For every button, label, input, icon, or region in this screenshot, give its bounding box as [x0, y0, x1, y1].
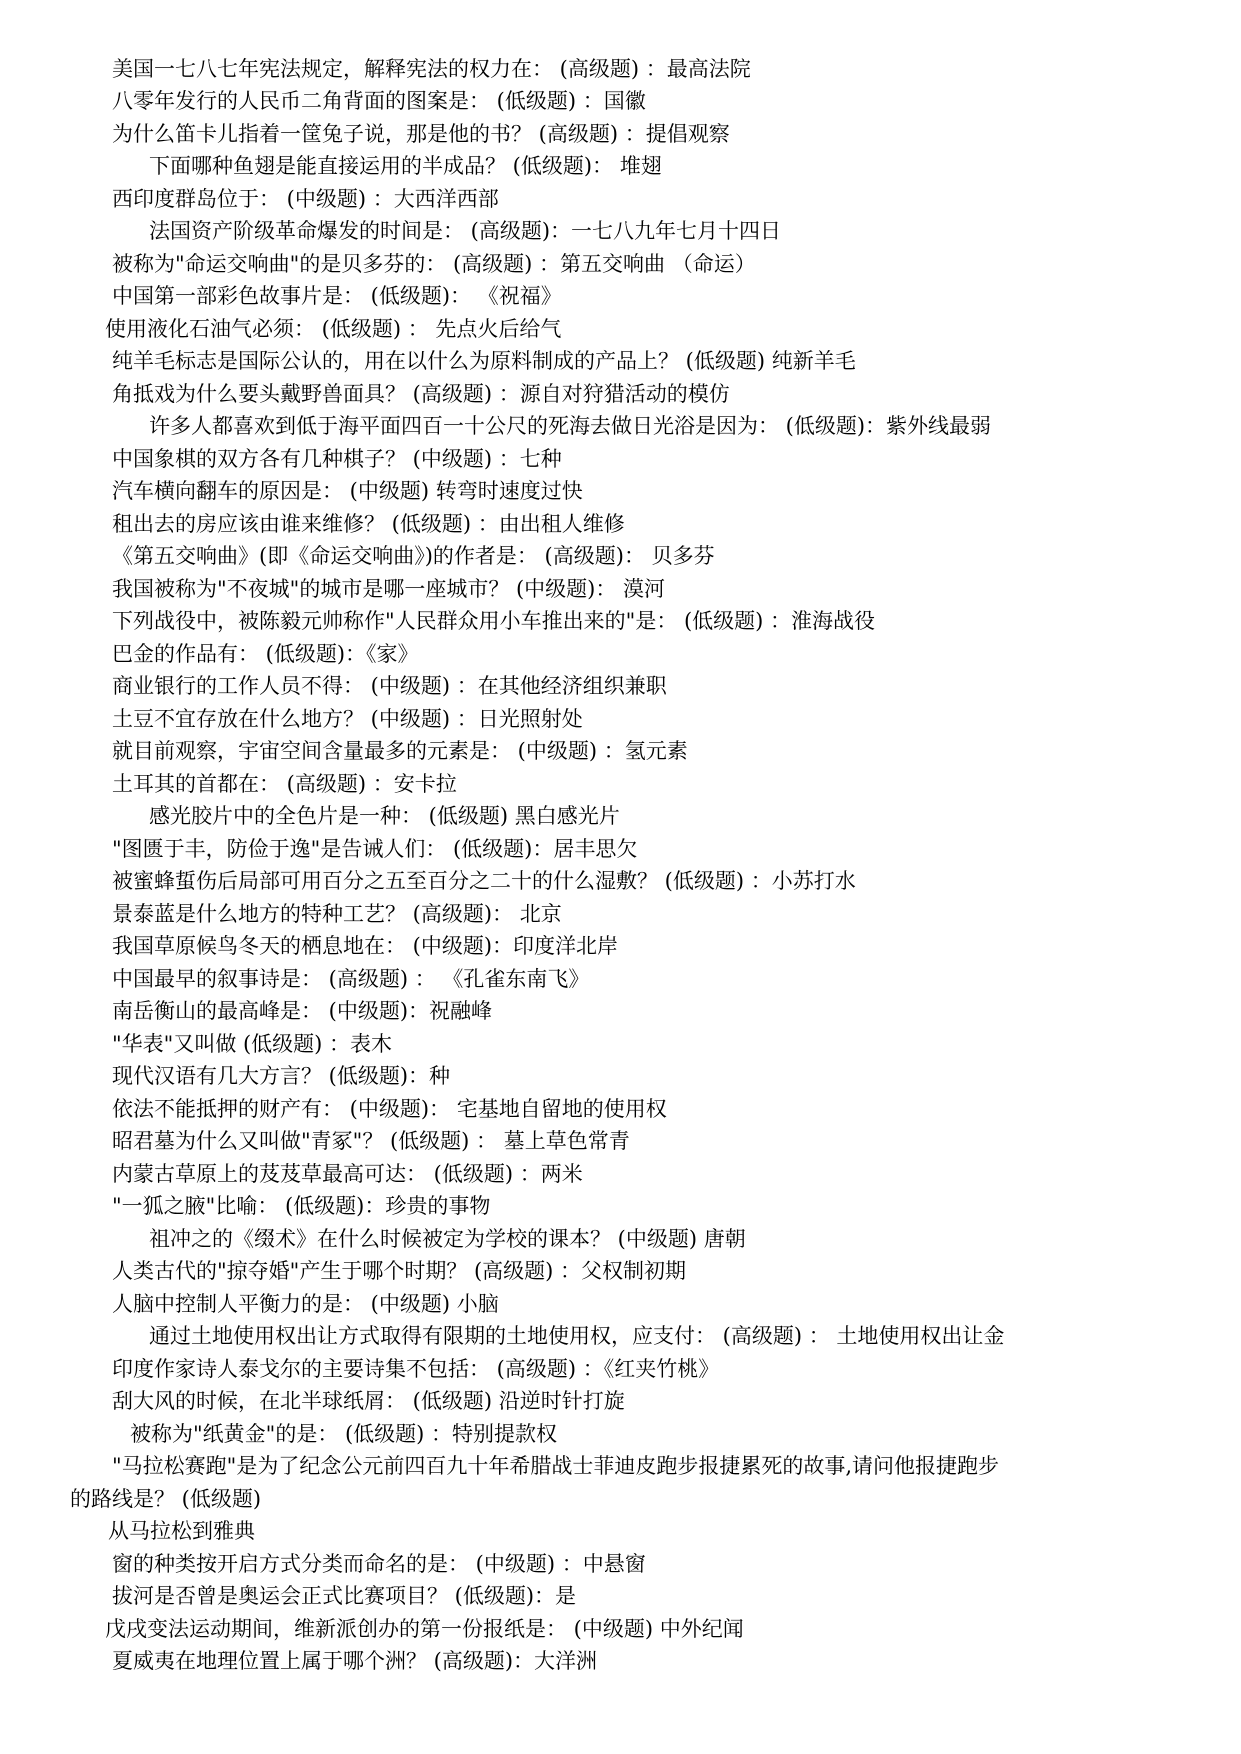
- text-line: 八零年发行的人民币二角背面的图案是： (低级题) ：国徽: [112, 89, 646, 113]
- text-line: 戊戌变法运动期间，维新派创办的第一份报纸是： (中级题) 中外纪闻: [105, 1617, 744, 1641]
- text-line: 美国一七八七年宪法规定，解释宪法的权力在： (高级题) ：最高法院: [112, 57, 751, 81]
- text-line: 昭君墓为什么又叫做"青冢"？ (低级题) ： 墓上草色常青: [112, 1129, 630, 1153]
- text-line: 夏威夷在地理位置上属于哪个洲？ (高级题)：大洋洲: [112, 1649, 598, 1673]
- text-line: 我国草原候鸟冬天的栖息地在： (中级题)：印度洋北岸: [112, 934, 619, 958]
- text-line: 人类古代的"掠夺婚"产生于哪个时期？ (高级题) ：父权制初期: [112, 1259, 687, 1283]
- text-line: 汽车横向翻车的原因是： (中级题) 转弯时速度过快: [112, 479, 583, 503]
- text-line: 感光胶片中的全色片是一种： (低级题) 黑白感光片: [149, 804, 620, 828]
- text-line: "图匮于丰，防俭于逸"是告诫人们： (低级题)：居丰思欠: [112, 837, 638, 861]
- text-line: 使用液化石油气必须： (低级题) ： 先点火后给气: [105, 317, 562, 341]
- text-line: 被称为"纸黄金"的是： (低级题) ：特别提款权: [130, 1422, 558, 1446]
- text-line: "华表"又叫做 (低级题) ：表木: [112, 1032, 393, 1056]
- text-line: 我国被称为"不夜城"的城市是哪一座城市？ (中级题)： 漠河: [112, 577, 666, 601]
- text-line: 依法不能抵押的财产有： (中级题)： 宅基地自留地的使用权: [112, 1097, 667, 1121]
- text-line: 内蒙古草原上的芨芨草最高可达： (低级题) ：两米: [112, 1162, 583, 1186]
- text-line: 中国第一部彩色故事片是： (低级题)： 《祝福》: [112, 284, 562, 308]
- text-line: 通过土地使用权出让方式取得有限期的土地使用权，应支付： (高级题) ： 土地使用权出让金: [149, 1324, 1005, 1348]
- text-line: "一狐之腋"比喻： (低级题)：珍贵的事物: [112, 1194, 491, 1218]
- text-line: 《第五交响曲》(即《命运交响曲》)的作者是： (高级题)： 贝多芬: [112, 544, 715, 568]
- text-line: 被称为"命运交响曲"的是贝多芬的： (高级题) ：第五交响曲 （命运）: [112, 252, 756, 276]
- text-line: 刮大风的时候，在北半球纸屑： (低级题) 沿逆时针打旋: [112, 1389, 625, 1413]
- text-line: 中国最早的叙事诗是： (高级题) ： 《孔雀东南飞》: [112, 967, 590, 991]
- text-line: 南岳衡山的最高峰是： (中级题)：祝融峰: [112, 999, 493, 1023]
- text-line: 的路线是？ (低级题): [70, 1487, 262, 1511]
- text-line: 印度作家诗人泰戈尔的主要诗集不包括： (高级题) ：《红夹竹桃》: [112, 1357, 720, 1381]
- text-line: 商业银行的工作人员不得： (中级题) ：在其他经济组织兼职: [112, 674, 667, 698]
- text-line: 就目前观察，宇宙空间含量最多的元素是： (中级题) ：氢元素: [112, 739, 688, 763]
- text-line: 拔河是否曾是奥运会正式比赛项目？ (低级题)：是: [112, 1584, 577, 1608]
- text-line: 从马拉松到雅典: [108, 1519, 255, 1543]
- text-line: 景泰蓝是什么地方的特种工艺？ (高级题)： 北京: [112, 902, 562, 926]
- text-line: 现代汉语有几大方言？ (低级题)：种: [112, 1064, 451, 1088]
- text-line: 纯羊毛标志是国际公认的，用在以什么为原料制成的产品上？ (低级题) 纯新羊毛: [112, 349, 856, 373]
- text-line: 土耳其的首都在： (高级题) ：安卡拉: [112, 772, 457, 796]
- text-line: 为什么笛卡儿指着一筐兔子说，那是他的书？ (高级题) ：提倡观察: [112, 122, 730, 146]
- text-line: 土豆不宜存放在什么地方？ (中级题) ：日光照射处: [112, 707, 583, 731]
- text-line: 西印度群岛位于： (中级题) ：大西洋西部: [112, 187, 499, 211]
- text-line: 角抵戏为什么要头戴野兽面具？ (高级题) ：源自对狩猎活动的模仿: [112, 382, 730, 406]
- text-line: 人脑中控制人平衡力的是： (中级题) 小脑: [112, 1292, 499, 1316]
- text-line: 下面哪种鱼翅是能直接运用的半成品？ (低级题)： 堆翅: [149, 154, 662, 178]
- text-line: 下列战役中，被陈毅元帅称作"人民群众用小车推出来的"是： (低级题) ：淮海战役: [112, 609, 876, 633]
- text-line: 巴金的作品有： (低级题)：《家》: [112, 642, 419, 666]
- text-line: "马拉松赛跑"是为了纪念公元前四百九十年希腊战士菲迪皮跑步报捷累死的故事,请问他报捷跑步: [112, 1454, 999, 1478]
- text-line: 法国资产阶级革命爆发的时间是： (高级题)：一七八九年七月十四日: [149, 219, 782, 243]
- text-line: 窗的种类按开启方式分类而命名的是： (中级题) ：中悬窗: [112, 1552, 646, 1576]
- text-line: 中国象棋的双方各有几种棋子？ (中级题) ：七种: [112, 447, 562, 471]
- text-line: 祖冲之的《缀术》在什么时候被定为学校的课本？ (中级题) 唐朝: [149, 1227, 746, 1251]
- text-line: 许多人都喜欢到低于海平面四百一十公尺的死海去做日光浴是因为： (低级题)：紫外线最弱: [149, 414, 992, 438]
- text-line: 租出去的房应该由谁来维修？ (低级题) ：由出租人维修: [112, 512, 625, 536]
- text-line: 被蜜蜂蜇伤后局部可用百分之五至百分之二十的什么湿敷？ (低级题) ：小苏打水: [112, 869, 856, 893]
